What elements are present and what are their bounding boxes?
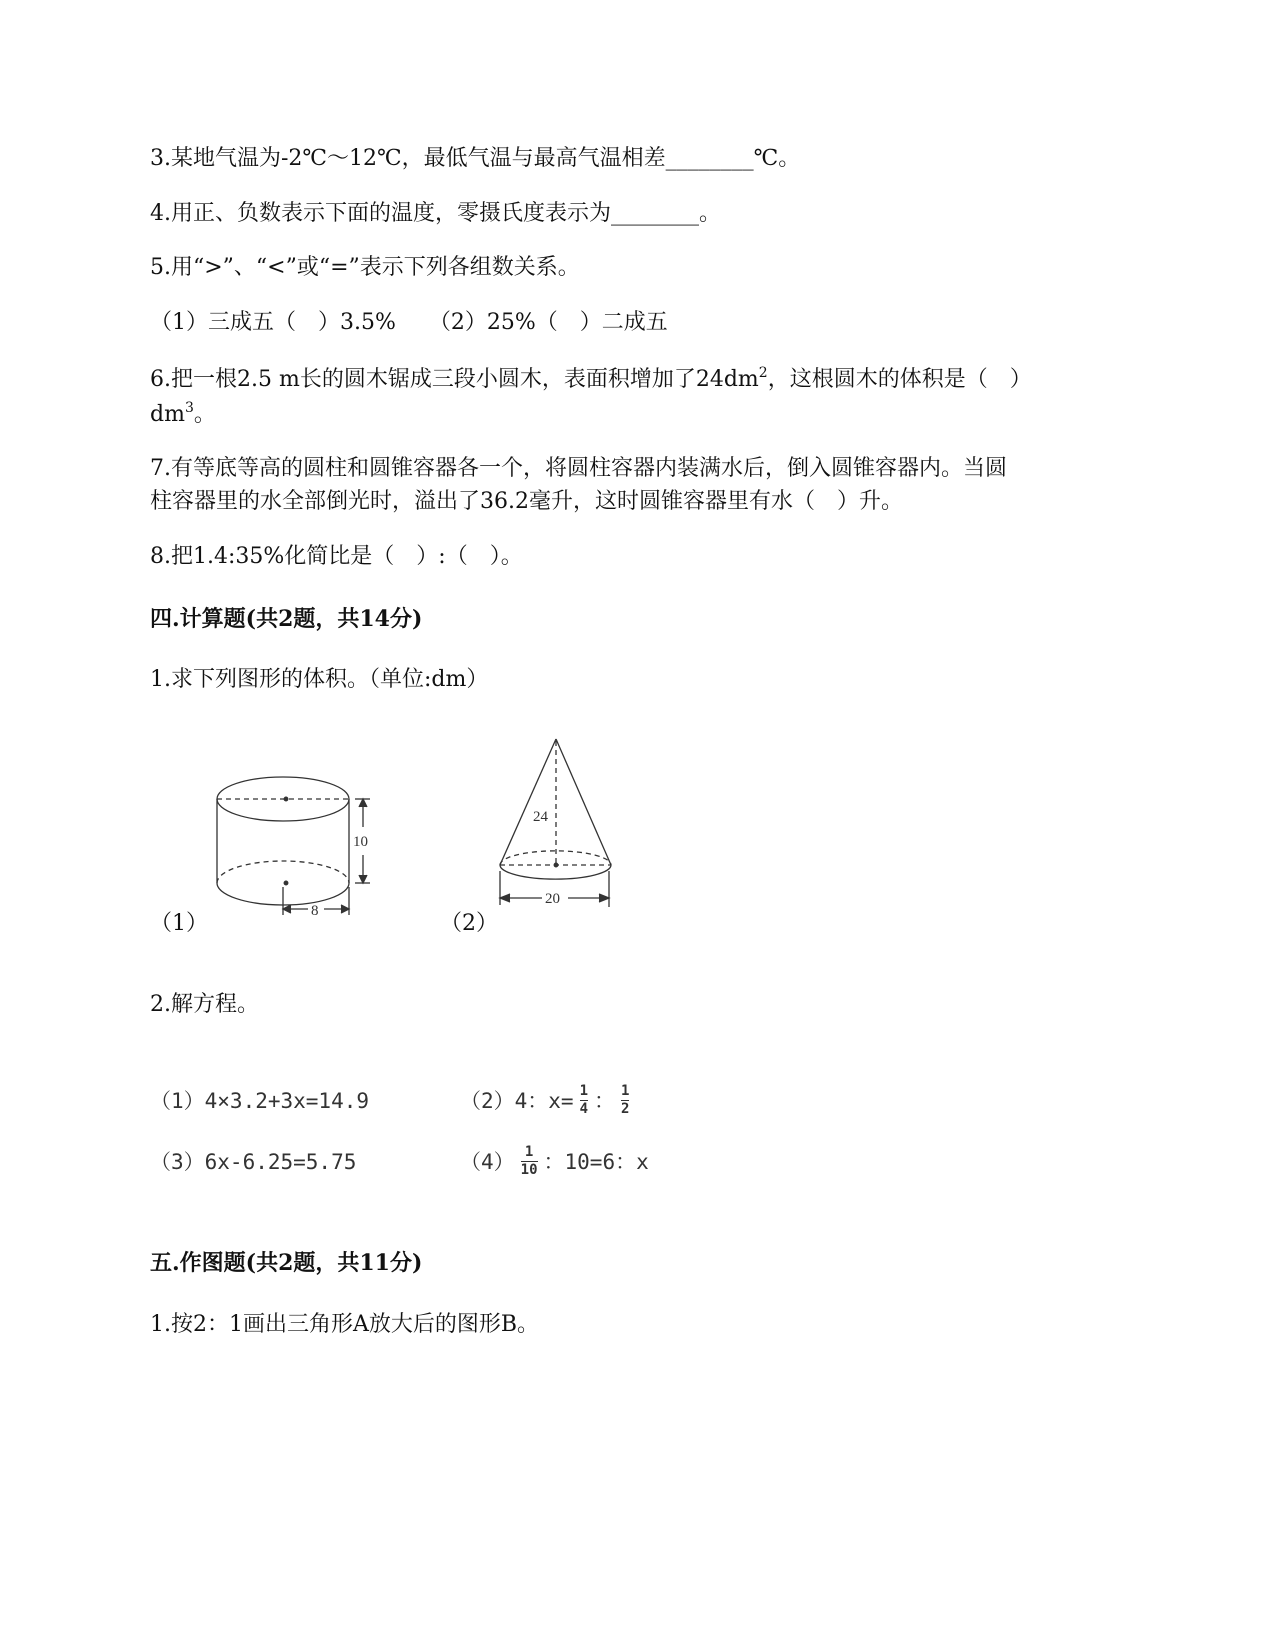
equation-2-prefix: （2）4：x=	[460, 1089, 574, 1113]
section-5-question-1: 1.按2：1画出三角形A放大后的图形B。	[150, 1312, 540, 1337]
equation-2-separator: ：	[594, 1089, 616, 1113]
question-3: 3.某地气温为-2℃～12℃，最低气温与最高气温相差________℃。	[150, 146, 801, 171]
q6-sup-3: 3	[184, 400, 194, 416]
equation-2-fraction-1	[580, 1084, 588, 1117]
cone-height-label: 24	[533, 809, 548, 825]
question-6-line1	[150, 363, 1032, 397]
equation-4-suffix: ：10=6：x	[543, 1150, 649, 1174]
equation-3-text: （3）6x-6.25=5.75	[150, 1150, 357, 1174]
section-5-heading: 五.作图题(共2题，共11分)	[150, 1250, 423, 1276]
section-4-heading: 四.计算题(共2题，共14分)	[150, 606, 423, 632]
question-7-line2: 柱容器里的水全部倒光时，溢出了36.2毫升，这时圆锥容器里有水（ ）升。	[150, 489, 903, 514]
cylinder-radius-label: 8	[311, 903, 319, 919]
question-5-subparts: （1）三成五（ ）3.5% （2）25%（ ）二成五	[150, 310, 668, 335]
cone-diameter-label: 20	[545, 891, 560, 907]
equation-1	[150, 1082, 369, 1118]
cylinder-bottom-back	[217, 861, 349, 883]
equation-3	[150, 1143, 356, 1179]
equation-4-fraction	[521, 1145, 538, 1178]
equation-2	[460, 1078, 635, 1122]
q6-unit: dm	[150, 402, 185, 427]
question-5: 5.用“>”、“<”或“=”表示下列各组数关系。	[150, 255, 580, 280]
q6-sup-2: 2	[758, 365, 768, 381]
figure-1-label: （1）	[150, 911, 208, 936]
equation-4	[460, 1139, 649, 1183]
equation-4-prefix: （4）	[460, 1150, 515, 1174]
q6-text: 6.把一根2.5 m长的圆木锯成三段小圆木，表面积增加了24dm	[150, 367, 759, 392]
cone-figure	[500, 739, 611, 907]
question-4: 4.用正、负数表示下面的温度，零摄氏度表示为________。	[150, 201, 721, 226]
fraction-denominator: 10	[520, 1161, 538, 1178]
figure-2-label: （2）	[440, 911, 498, 936]
fraction-denominator: 4	[579, 1100, 589, 1117]
question-8: 8.把1.4:35%化简比是（ ）:（ ）。	[150, 544, 523, 569]
volume-figures	[150, 725, 850, 955]
fraction-numerator: 1	[621, 1082, 630, 1099]
section-4-question-2: 2.解方程。	[150, 992, 259, 1017]
fraction-denominator: 2	[621, 1100, 630, 1117]
cylinder-height-label: 10	[353, 834, 368, 850]
equation-1-text: （1）4×3.2+3x=14.9	[150, 1089, 370, 1113]
cylinder-figure	[217, 777, 370, 915]
fraction-numerator: 1	[524, 1143, 534, 1160]
q6-end: 。	[193, 402, 216, 427]
question-6-line2	[150, 398, 216, 432]
equation-2-fraction-2	[621, 1084, 629, 1117]
q6-tail: ，这根圆木的体积是（ ）	[767, 367, 1032, 392]
fraction-numerator: 1	[579, 1082, 589, 1099]
question-7-line1: 7.有等底等高的圆柱和圆锥容器各一个，将圆柱容器内装满水后，倒入圆锥容器内。当圆	[150, 456, 1007, 481]
section-4-question-1: 1.求下列图形的体积。（单位:dm）	[150, 667, 489, 692]
